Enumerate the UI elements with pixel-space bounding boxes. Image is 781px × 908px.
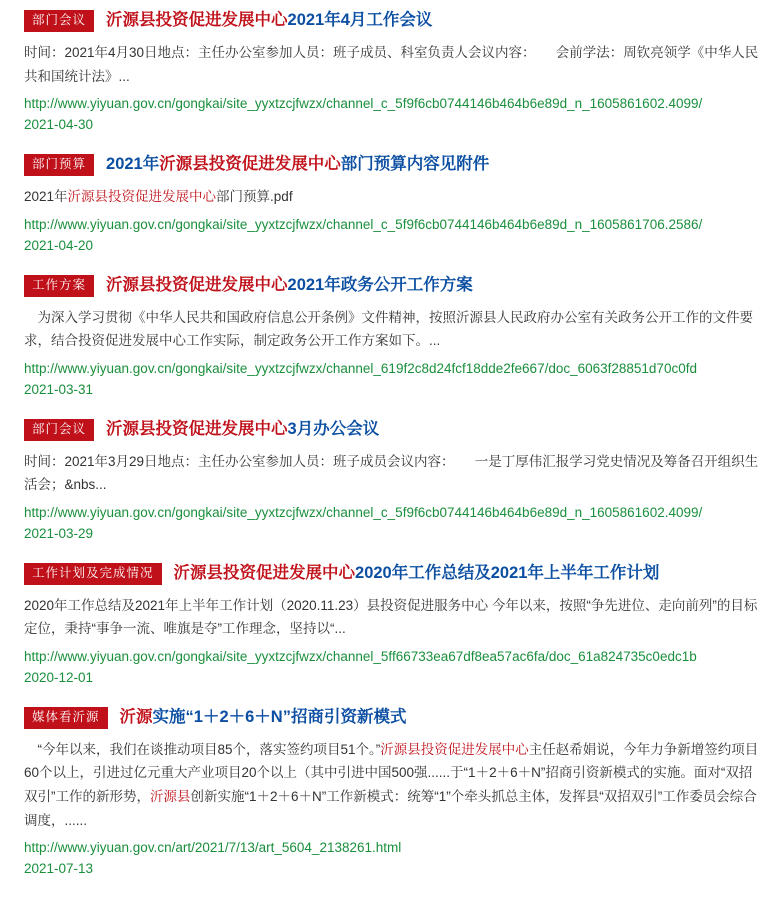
- snippet-text: 创新实施“1＋2＋6＋N”工作新模式：统筹“1”个牵头抓总主体，发挥县“双招双引”工作委员会综合调度，......: [24, 789, 757, 828]
- search-result-item: [24, 563, 759, 689]
- snippet-text: 2020年工作总结及2021年上半年工作计划（2020.11.23）县投资促进服务中心 今年以来，按照“争先进位、走向前列”的目标定位，秉持“事争一流、唯旗是夺”工作理念，坚持以“...: [24, 597, 758, 637]
- title-text: 3月办公会议: [287, 419, 380, 438]
- search-result-item: [24, 154, 759, 256]
- result-title-link[interactable]: [106, 155, 489, 175]
- title-text: 部门预算内容见附件: [340, 155, 490, 174]
- result-snippet: [24, 594, 759, 641]
- title-text: 2021年政务公开工作方案: [287, 275, 473, 294]
- title-highlight: 沂源县投资促进发展中心: [159, 155, 341, 174]
- title-text: 实施“1＋2＋6＋N”招商引资新模式: [152, 707, 407, 726]
- result-url[interactable]: http://www.yiyuan.gov.cn/gongkai/site_yyxtzcjfwzx/channel_619f2c8d24fcf18dde2fe667/doc_6063f28851d70c0fd: [24, 360, 697, 376]
- category-tag[interactable]: 工作方案: [24, 275, 94, 297]
- category-tag[interactable]: 部门预算: [24, 154, 94, 176]
- result-meta: [24, 359, 759, 401]
- result-title-row: [24, 707, 759, 729]
- result-title-link[interactable]: [174, 564, 660, 584]
- result-url[interactable]: http://www.yiyuan.gov.cn/gongkai/site_yyxtzcjfwzx/channel_c_5f9f6cb0744146b464b6e89d_n_1605861602.4099/: [24, 96, 703, 112]
- result-meta: [24, 647, 759, 689]
- result-url[interactable]: http://www.yiyuan.gov.cn/art/2021/7/13/art_5604_2138261.html: [24, 840, 402, 856]
- snippet-text: 为深入学习贯彻《中华人民共和国政府信息公开条例》文件精神，按照沂源县人民政府办公室有关政务公开工作的文件要求，结合投资促进发展中心工作实际，制定政务公开工作方案如下。...: [24, 309, 753, 349]
- result-snippet: [24, 738, 759, 833]
- category-tag[interactable]: 工作计划及完成情况: [24, 563, 162, 585]
- result-snippet: [24, 185, 759, 209]
- title-text: 2020年工作总结及2021年上半年工作计划: [355, 563, 660, 582]
- result-date: 2021-07-13: [24, 861, 94, 877]
- result-meta: [24, 94, 759, 136]
- result-title-row: [24, 275, 759, 297]
- result-meta: [24, 215, 759, 257]
- result-date: 2021-03-31: [24, 381, 94, 397]
- result-meta: [24, 503, 759, 545]
- title-text: 2021年4月工作会议: [287, 11, 433, 30]
- category-tag[interactable]: 部门会议: [24, 419, 94, 441]
- snippet-text: 部门预算.pdf: [216, 189, 293, 205]
- result-date: 2021-03-29: [24, 525, 94, 541]
- title-highlight: 沂源县投资促进发展中心: [106, 275, 288, 294]
- snippet-highlight: 沂源县投资促进发展中心: [380, 741, 529, 757]
- result-url[interactable]: http://www.yiyuan.gov.cn/gongkai/site_yyxtzcjfwzx/channel_5ff66733ea67df8ea57ac6fa/doc_61a824735c0edc1b: [24, 649, 697, 664]
- snippet-highlight: 沂源县: [150, 789, 191, 805]
- search-result-item: [24, 419, 759, 545]
- result-title-row: [24, 154, 759, 176]
- result-url[interactable]: http://www.yiyuan.gov.cn/gongkai/site_yyxtzcjfwzx/channel_c_5f9f6cb0744146b464b6e89d_n_1605861706.2586/: [24, 216, 703, 232]
- title-text: 2021年: [106, 155, 160, 174]
- title-highlight: 沂源: [119, 707, 153, 726]
- result-title-link[interactable]: [106, 11, 432, 31]
- result-title-row: [24, 419, 759, 441]
- result-date: 2020-12-01: [24, 669, 94, 685]
- result-date: 2021-04-20: [24, 237, 94, 253]
- search-result-item: [24, 275, 759, 401]
- result-title-link[interactable]: [120, 708, 407, 728]
- result-title-row: [24, 10, 759, 32]
- snippet-text: “今年以来，我们在谈推动项目85个，落实签约项目51个。”: [24, 741, 381, 757]
- result-snippet: [24, 306, 759, 353]
- title-highlight: 沂源县投资促进发展中心: [106, 11, 288, 30]
- result-url[interactable]: http://www.yiyuan.gov.cn/gongkai/site_yyxtzcjfwzx/channel_c_5f9f6cb0744146b464b6e89d_n_1605861602.4099/: [24, 504, 703, 520]
- title-highlight: 沂源县投资促进发展中心: [173, 563, 356, 582]
- search-result-item: [24, 707, 759, 880]
- category-tag[interactable]: 媒体看沂源: [24, 707, 108, 729]
- snippet-text: 2021年: [24, 189, 68, 205]
- category-tag[interactable]: 部门会议: [24, 10, 94, 32]
- snippet-highlight: 沂源县投资促进发展中心: [67, 189, 217, 205]
- result-title-link[interactable]: [106, 420, 379, 440]
- result-title-link[interactable]: [106, 276, 473, 296]
- title-highlight: 沂源县投资促进发展中心: [106, 419, 288, 438]
- search-result-item: [24, 10, 759, 136]
- result-title-row: [24, 563, 759, 585]
- snippet-text: 主任赵希娟说，今年力争新增签约项目60个以上，引进过亿元重大产业项目20个以上（其中引进中国500强......于“1＋2＋6＋N”招商引资新模式的实施。面对“双招双引”工作的新形势，: [24, 741, 759, 805]
- snippet-text: 时间：2021年4月30日地点：主任办公室参加人员：班子成员、科室负责人会议内容： 会前学法：周钦亮领学《中华人民共和国统计法》...: [24, 45, 759, 84]
- result-meta: [24, 838, 759, 880]
- snippet-text: 时间：2021年3月29日地点：主任办公室参加人员：班子成员会议内容： 一是丁厚伟汇报学习党史情况及筹备召开组织生活会；&nbs...: [24, 453, 759, 493]
- result-date: 2021-04-30: [24, 117, 94, 133]
- result-snippet: [24, 450, 759, 497]
- result-snippet: [24, 41, 759, 88]
